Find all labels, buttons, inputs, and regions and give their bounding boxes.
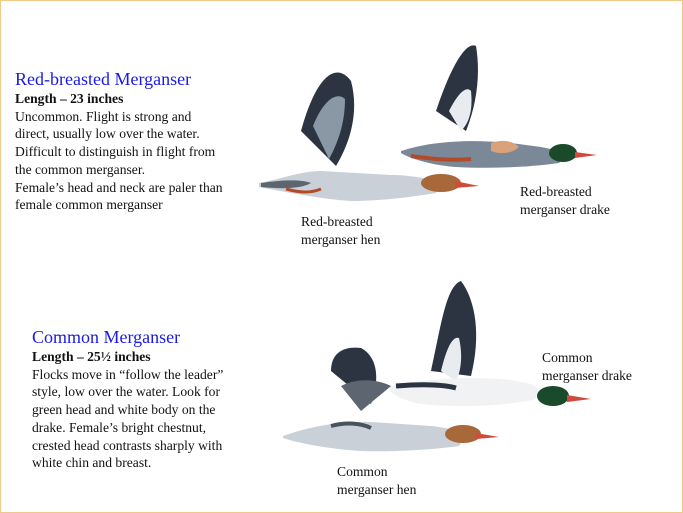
common-text-block: [32, 326, 223, 472]
description-line: Female’s head and neck are paler than: [15, 179, 223, 195]
description-line: white chin and breast.: [32, 455, 152, 471]
description-line: direct, usually low over the water.: [15, 126, 200, 142]
description-line: crested head contrasts sharply with: [32, 437, 223, 453]
caption-line: merganser hen: [337, 481, 417, 497]
common-drake-drawing: [389, 281, 591, 406]
red-breasted-hen-caption: [301, 213, 380, 248]
caption-line: Common: [337, 464, 388, 479]
description-line: green head and white body on the: [32, 402, 216, 418]
caption-line: merganser drake: [520, 201, 610, 217]
red-breasted-length: Length – 23 inches: [15, 91, 124, 106]
caption-line: merganser hen: [301, 231, 381, 247]
caption-line: Red-breasted: [301, 214, 373, 229]
red-breasted-text-block: [15, 68, 223, 214]
description-line: Difficult to distinguish in flight from: [15, 144, 216, 160]
red-breasted-description: [15, 108, 223, 214]
description-line: drake. Female’s bright chestnut,: [32, 419, 207, 435]
description-line: Flocks move in “follow the leader”: [32, 366, 224, 382]
common-length: Length – 25½ inches: [32, 349, 151, 364]
description-line: the common merganser.: [15, 161, 145, 177]
common-title: Common Merganser: [32, 327, 181, 347]
red-breasted-drake-drawing: [401, 45, 597, 167]
common-drake-caption: [542, 349, 632, 384]
description-line: female common merganser: [15, 197, 163, 213]
common-description: [32, 366, 223, 472]
common-hen-caption: [337, 463, 416, 498]
description-line: Uncommon. Flight is strong and: [15, 108, 192, 124]
description-line: style, low over the water. Look for: [32, 384, 220, 400]
red-breasted-drake-caption: [520, 183, 610, 218]
red-breasted-title: Red-breasted Merganser: [15, 69, 192, 89]
caption-line: Common: [542, 350, 593, 365]
caption-line: Red-breasted: [520, 184, 592, 199]
caption-line: merganser drake: [542, 367, 632, 383]
